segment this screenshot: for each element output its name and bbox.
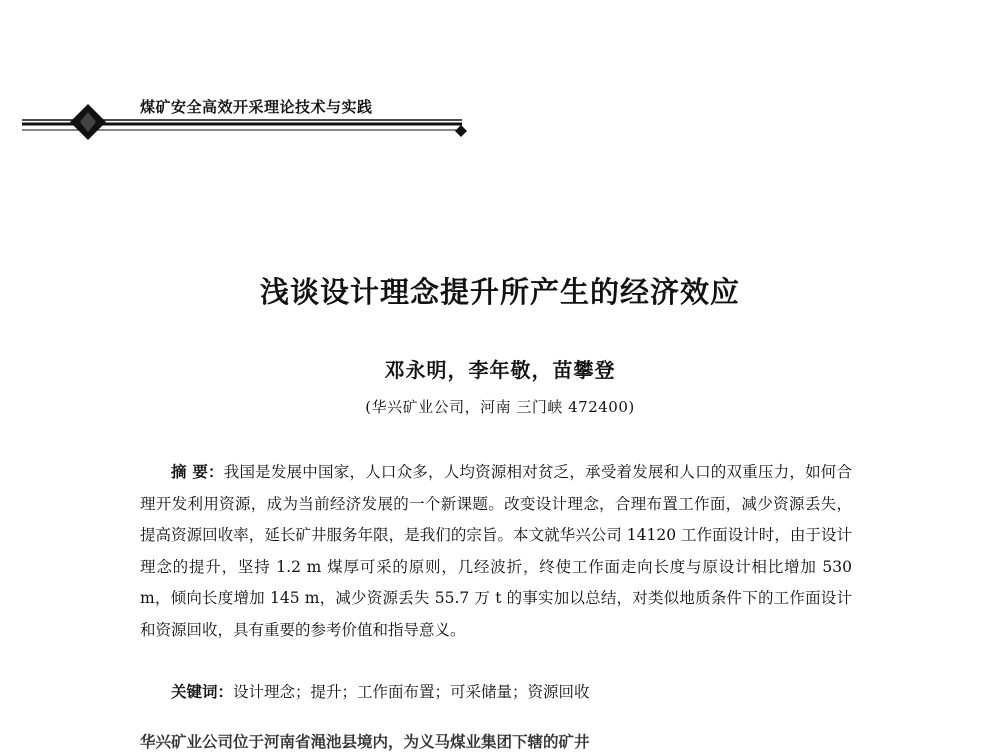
series-title: 煤矿安全高效开采理论技术与实践 bbox=[140, 98, 373, 116]
keywords-line bbox=[140, 677, 852, 709]
abstract-paragraph bbox=[140, 457, 852, 646]
keywords-label: 关键词： bbox=[171, 683, 234, 701]
body-text-cutoff bbox=[140, 732, 852, 751]
affiliation: (华兴矿业公司，河南 三门峡 472400) bbox=[365, 398, 635, 416]
abstract-text: 我国是发展中国家，人口众多，人均资源相对贫乏，承受着发展和人口的双重压力，如何合理开发利用资源，成为当前经济发展的一个新课题。改变设计理念，合理布置工作面，减少资源丢失，提高资源回收率，延长矿井服务年限，是我们的宗旨。本文就华兴公司 14120 工作面设计时，由于设计理念的提升，坚持 1.2 m 煤厚可采的原则，几经波折，终使工作面走向长度与原设计相比增加 530 m，倾向长度增加 145 m，减少资源丢失 55.7 万 t 的事实加以总结，对类似地质条件下的工作面设计和资源回收，具有重要的参考价值和指导意义。 bbox=[140, 463, 852, 639]
author-list: 邓永明，李年敬，苗攀登 bbox=[384, 358, 616, 382]
keywords-text: 设计理念；提升；工作面布置；可采储量；资源回收 bbox=[233, 683, 590, 701]
header-rule-ornament bbox=[22, 98, 472, 144]
paper-title: 浅谈设计理念提升所产生的经济效应 bbox=[259, 275, 740, 309]
body-first-line: 华兴矿业公司位于河南省渑池县境内，为义马煤业集团下辖的矿井 bbox=[140, 732, 590, 751]
abstract-label: 摘 要： bbox=[171, 463, 224, 481]
